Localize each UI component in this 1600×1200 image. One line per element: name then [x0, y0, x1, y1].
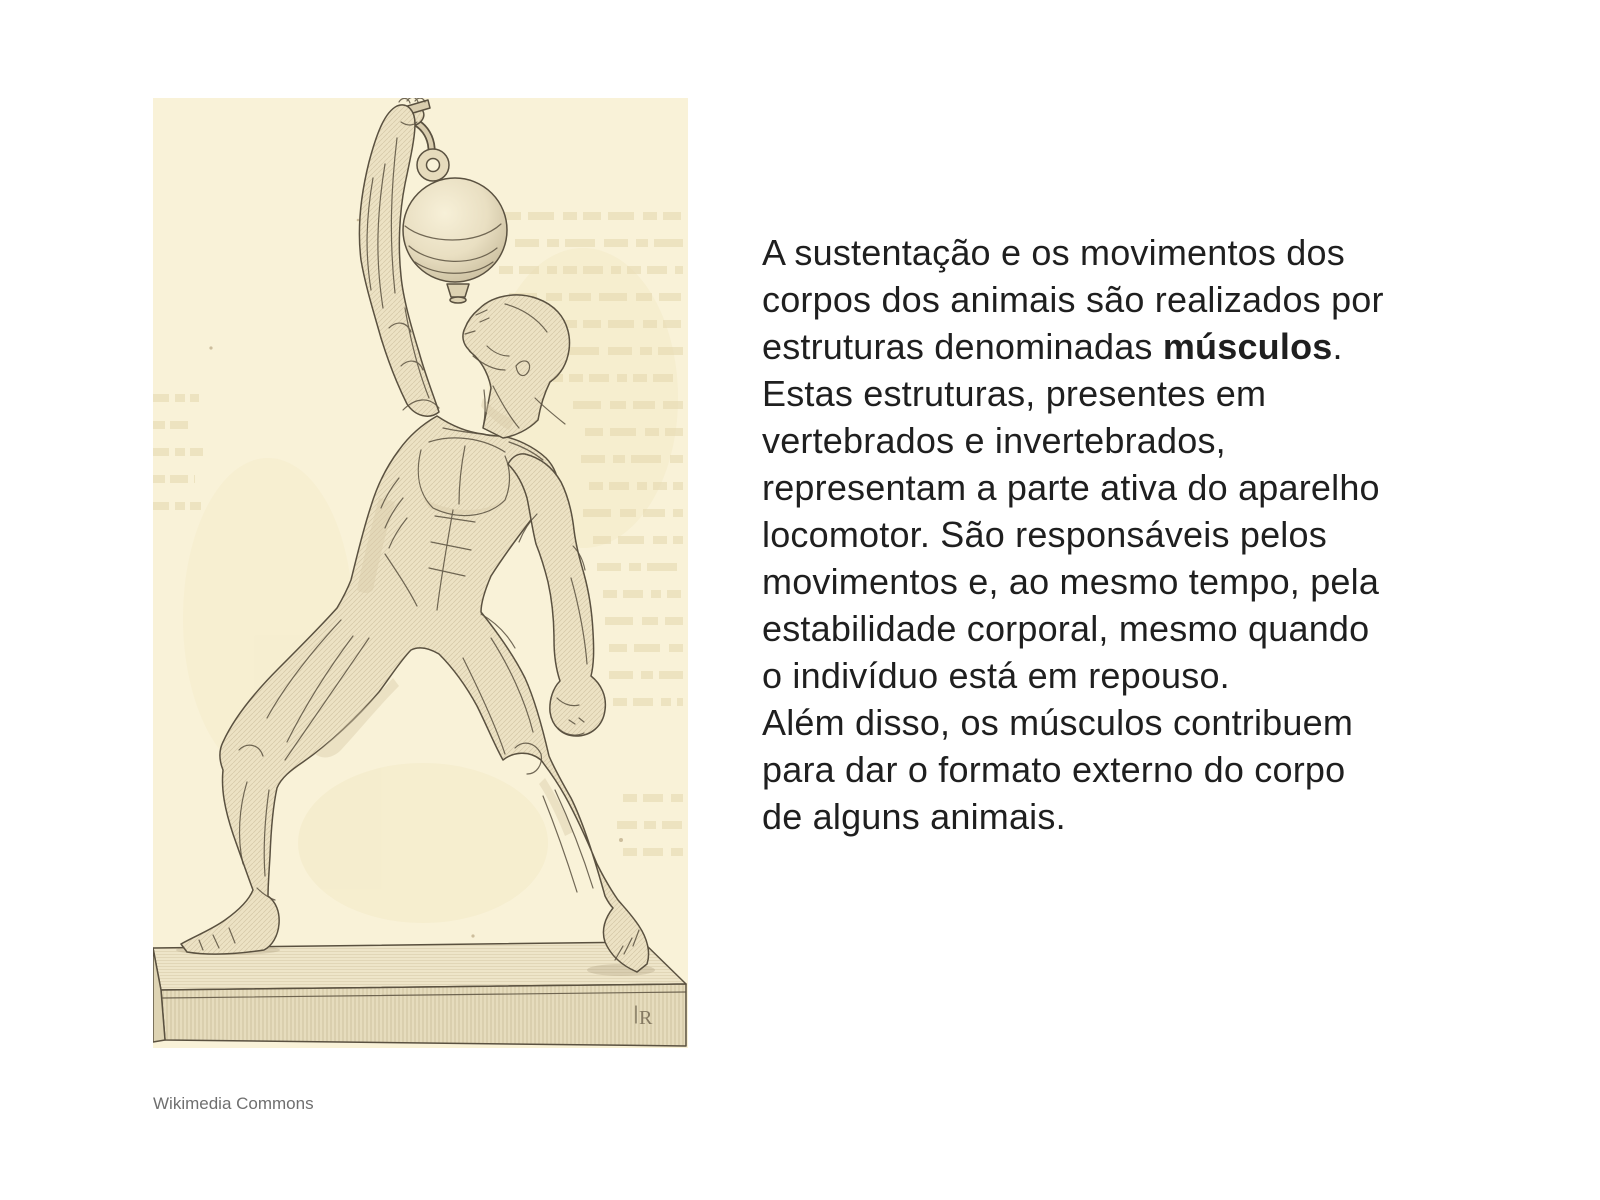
text-line: A sustentação e os movimentos dos [762, 232, 1345, 273]
text-line: corpos dos animais são realizados por [762, 279, 1384, 320]
text-line: estruturas denominadas músculos. [762, 326, 1343, 367]
anatomical-engraving-image [153, 98, 688, 1048]
text-line: estabilidade corporal, mesmo quando [762, 608, 1370, 649]
text-line: representam a parte ativa do aparelho [762, 467, 1380, 508]
ecorche-figure-svg [153, 98, 688, 1048]
text-line: movimentos e, ao mesmo tempo, pela [762, 561, 1380, 602]
text-line: Além disso, os músculos contribuem [762, 702, 1354, 743]
text-line: de alguns animais. [762, 796, 1066, 837]
engraver-monogram [636, 1006, 653, 1029]
svg-text:R: R [639, 1007, 653, 1029]
text-line: para dar o formato externo do corpo [762, 749, 1346, 790]
ball [403, 178, 507, 282]
text-line: Estas estruturas, presentes em [762, 373, 1267, 414]
body-text [762, 229, 1522, 840]
text-line: o indivíduo está em repouso. [762, 655, 1230, 696]
ball-knob [447, 284, 469, 297]
text-line: locomotor. São responsáveis pelos [762, 514, 1327, 555]
text-line: vertebrados e invertebrados, [762, 420, 1226, 461]
image-credit-caption: Wikimedia Commons [153, 1094, 314, 1113]
pedestal [153, 942, 686, 1046]
